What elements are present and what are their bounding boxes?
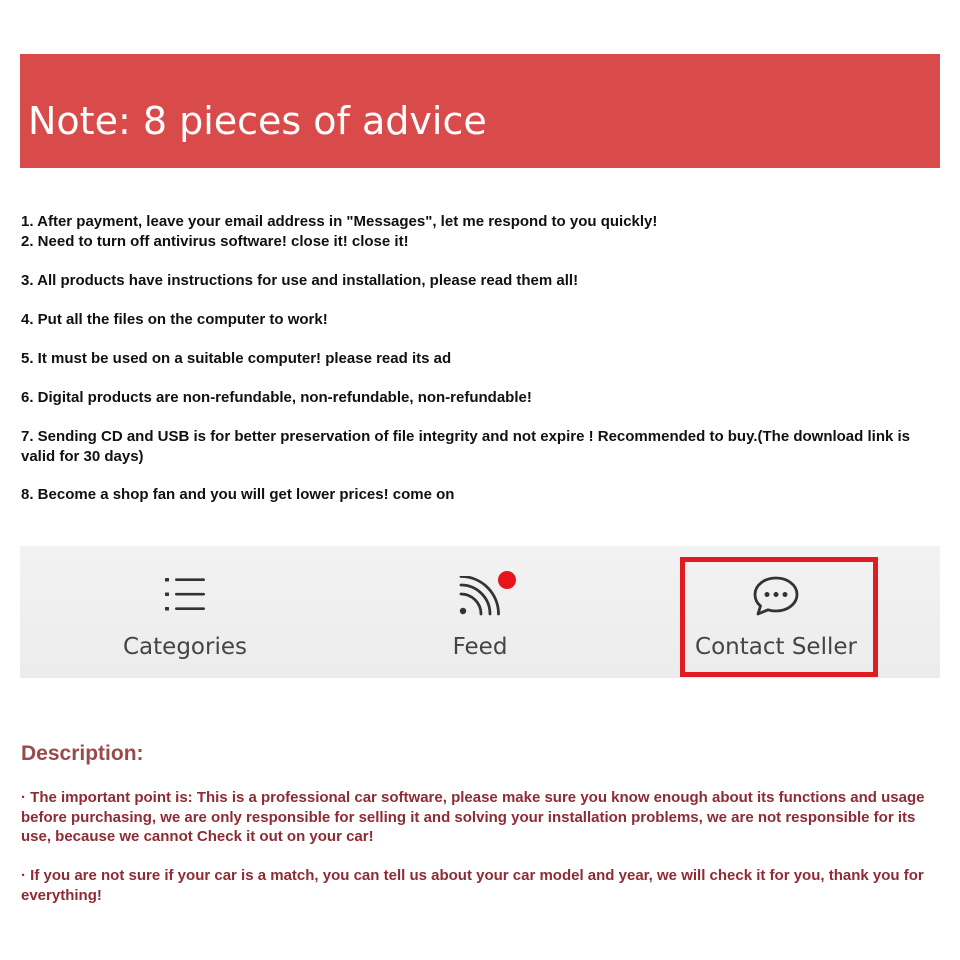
advice-item-4: 4. Put all the files on the computer to work!	[21, 311, 328, 328]
advice-banner	[20, 54, 940, 168]
list-icon	[163, 576, 207, 614]
advice-item-1: 1. After payment, leave your email address in "Messages", let me respond to you quickly!	[21, 213, 658, 230]
feed-button[interactable]	[385, 546, 575, 678]
feed-label: Feed	[452, 634, 508, 660]
rss-feed-icon	[458, 576, 502, 616]
highlight-frame	[680, 557, 878, 677]
contact-seller-label: Contact Seller	[695, 634, 857, 660]
description-paragraph-1: · The important point is: This is a professional car software, please make sure you know enough about its functions and usage before purchasing, we are only responsible for selling it and solving your installation problems, we are not responsible for its use, because we cannot Check it out on your car!	[21, 789, 925, 845]
description-title: Description:	[21, 742, 144, 765]
shop-nav-bar	[20, 546, 940, 678]
categories-label: Categories	[123, 634, 247, 660]
description-paragraph-2: · If you are not sure if your car is a match, you can tell us about your car model and year, we will check it for you, thank you for everything!	[21, 867, 924, 904]
advice-item-8: 8. Become a shop fan and you will get lower prices! come on	[21, 486, 455, 503]
advice-item-2: 2. Need to turn off antivirus software! close it! close it!	[21, 233, 409, 250]
advice-item-6: 6. Digital products are non-refundable, non-refundable, non-refundable!	[21, 389, 532, 406]
notification-badge	[498, 571, 516, 589]
categories-button[interactable]	[90, 546, 280, 678]
advice-item-7: 7. Sending CD and USB is for better preservation of file integrity and not expire ! Recommended to buy.(The download link is valid for 30 days)	[21, 428, 910, 465]
advice-item-3: 3. All products have instructions for use and installation, please read them all!	[21, 272, 579, 289]
banner-title: Note: 8 pieces of advice	[28, 99, 487, 143]
advice-item-5: 5. It must be used on a suitable computer! please read its ad	[21, 350, 452, 367]
